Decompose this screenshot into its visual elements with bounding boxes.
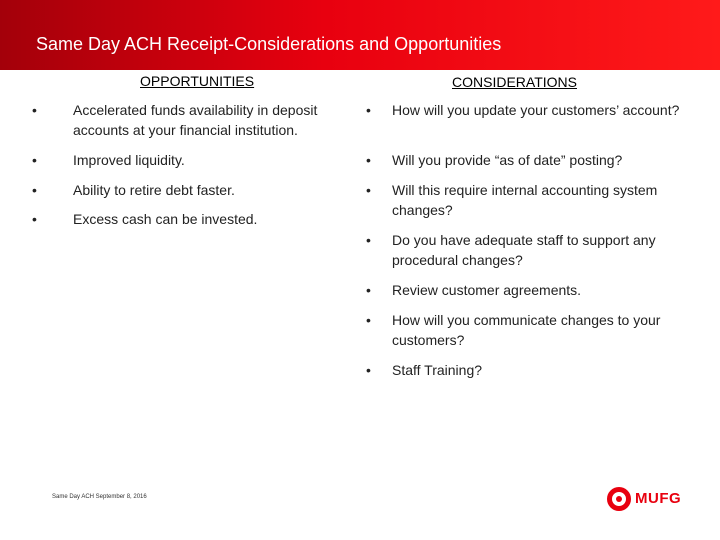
- list-item: Staff Training?: [392, 362, 483, 378]
- list-item: How will you communicate changes to your customers?: [392, 312, 661, 348]
- list-item: Will this require internal accounting system changes?: [392, 182, 658, 218]
- bullet: •: [32, 102, 37, 118]
- opportunities-heading: OPPORTUNITIES: [140, 73, 255, 89]
- bullet: •: [366, 232, 371, 248]
- bullet: •: [366, 282, 371, 298]
- bullet: •: [366, 182, 371, 198]
- bullet: •: [366, 362, 371, 378]
- mufg-logo: [606, 487, 688, 511]
- footer-text: Same Day ACH September 8, 2016: [52, 494, 147, 500]
- bullet: •: [32, 152, 37, 168]
- bullet: •: [366, 102, 371, 118]
- list-item: How will you update your customers’ account?: [392, 102, 680, 118]
- bullet: •: [32, 211, 37, 227]
- logo-text: MUFG: [635, 490, 682, 507]
- slide-title: Same Day ACH Receipt-Considerations and Opportunities: [36, 34, 502, 54]
- title-bar: [0, 0, 720, 70]
- list-item: Review customer agreements.: [392, 282, 582, 298]
- bullet: •: [366, 152, 371, 168]
- list-item: Will you provide “as of date” posting?: [392, 152, 623, 168]
- list-item: Do you have adequate staff to support any procedural changes?: [392, 232, 656, 268]
- mufg-logo-icon: [606, 487, 632, 511]
- list-item: Ability to retire debt faster.: [73, 182, 235, 198]
- considerations-heading: CONSIDERATIONS: [452, 74, 577, 90]
- list-item: Accelerated funds availability in deposit accounts at your financial institution.: [73, 102, 318, 138]
- list-item: Improved liquidity.: [73, 152, 185, 168]
- bullet: •: [366, 312, 371, 328]
- bullet: •: [32, 182, 37, 198]
- list-item: Excess cash can be invested.: [73, 211, 258, 227]
